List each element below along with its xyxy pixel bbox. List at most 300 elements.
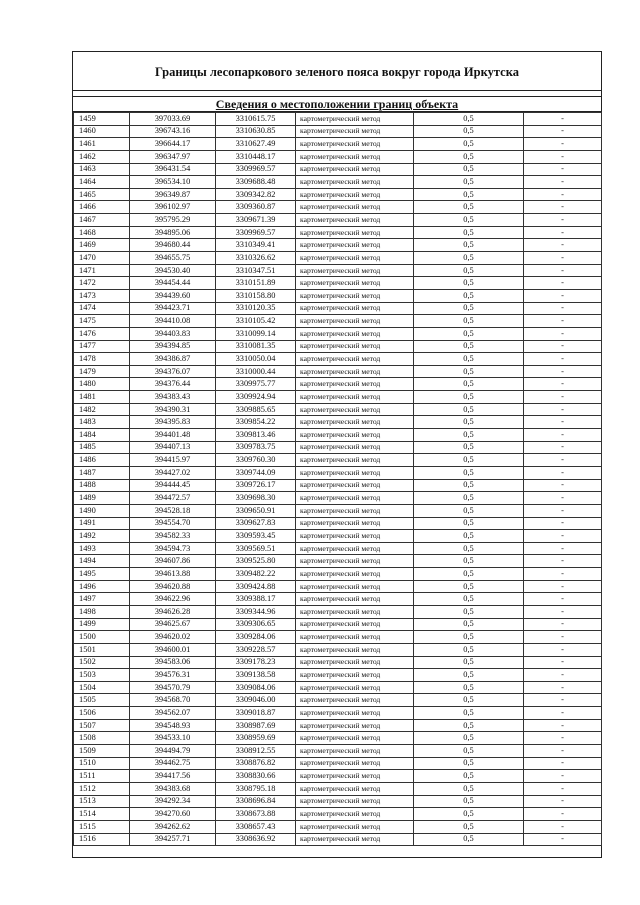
point-number-cell: 1486 [74,454,130,467]
note-cell: - [524,327,602,340]
note-cell: - [524,252,602,265]
x-coordinate-cell: 394622.96 [130,593,216,606]
x-coordinate-cell: 394583.06 [130,656,216,669]
accuracy-cell: 0,5 [414,466,524,479]
table-row [74,214,602,227]
accuracy-cell: 0,5 [414,681,524,694]
point-number-cell: 1511 [74,770,130,783]
method-cell: картометрический метод [296,820,414,833]
table-row [74,138,602,151]
note-cell: - [524,605,602,618]
method-cell: картометрический метод [296,340,414,353]
method-cell: картометрический метод [296,188,414,201]
method-cell: картометрический метод [296,593,414,606]
accuracy-cell: 0,5 [414,808,524,821]
accuracy-cell: 0,5 [414,429,524,442]
method-cell: картометрический метод [296,732,414,745]
x-coordinate-cell: 394376.07 [130,365,216,378]
x-coordinate-cell: 394383.43 [130,391,216,404]
x-coordinate-cell: 394554.70 [130,517,216,530]
note-cell: - [524,277,602,290]
point-number-cell: 1481 [74,391,130,404]
table-row [74,416,602,429]
x-coordinate-cell: 394262.62 [130,820,216,833]
x-coordinate-cell: 397033.69 [130,113,216,126]
point-number-cell: 1489 [74,492,130,505]
point-number-cell: 1504 [74,681,130,694]
y-coordinate-cell: 3310000.44 [216,365,296,378]
y-coordinate-cell: 3310099.14 [216,327,296,340]
note-cell: - [524,454,602,467]
accuracy-cell: 0,5 [414,176,524,189]
note-cell: - [524,315,602,328]
x-coordinate-cell: 394410.08 [130,315,216,328]
table-row [74,605,602,618]
table-row [74,568,602,581]
x-coordinate-cell: 394472.57 [130,492,216,505]
accuracy-cell: 0,5 [414,378,524,391]
method-cell: картометрический метод [296,353,414,366]
point-number-cell: 1496 [74,580,130,593]
table-row [74,681,602,694]
method-cell: картометрический метод [296,378,414,391]
x-coordinate-cell: 394528.18 [130,504,216,517]
accuracy-cell: 0,5 [414,113,524,126]
table-row [74,833,602,846]
table-row [74,327,602,340]
y-coordinate-cell: 3309760.30 [216,454,296,467]
x-coordinate-cell: 396102.97 [130,201,216,214]
x-coordinate-cell: 394570.79 [130,681,216,694]
point-number-cell: 1466 [74,201,130,214]
x-coordinate-cell: 394423.71 [130,302,216,315]
accuracy-cell: 0,5 [414,226,524,239]
table-row [74,719,602,732]
x-coordinate-cell: 394427.02 [130,466,216,479]
method-cell: картометрический метод [296,479,414,492]
method-cell: картометрический метод [296,719,414,732]
x-coordinate-cell: 394376.44 [130,378,216,391]
x-coordinate-cell: 394257.71 [130,833,216,846]
point-number-cell: 1467 [74,214,130,227]
x-coordinate-cell: 394462.75 [130,757,216,770]
point-number-cell: 1479 [74,365,130,378]
note-cell: - [524,517,602,530]
table-row [74,403,602,416]
x-coordinate-cell: 394292.34 [130,795,216,808]
document-title: Границы лесопаркового зеленого пояса вокруг города Иркутска [155,64,519,79]
y-coordinate-cell: 3309969.57 [216,226,296,239]
note-cell: - [524,466,602,479]
method-cell: картометрический метод [296,694,414,707]
y-coordinate-cell: 3310448.17 [216,150,296,163]
point-number-cell: 1512 [74,782,130,795]
table-row [74,820,602,833]
x-coordinate-cell: 394655.75 [130,252,216,265]
accuracy-cell: 0,5 [414,555,524,568]
table-row [74,340,602,353]
y-coordinate-cell: 3308959.69 [216,732,296,745]
x-coordinate-cell: 396534.10 [130,176,216,189]
point-number-cell: 1468 [74,226,130,239]
note-cell: - [524,416,602,429]
table-row [74,542,602,555]
y-coordinate-cell: 3309342.82 [216,188,296,201]
note-cell: - [524,378,602,391]
y-coordinate-cell: 3308876.82 [216,757,296,770]
x-coordinate-cell: 394395.83 [130,416,216,429]
note-cell: - [524,770,602,783]
accuracy-cell: 0,5 [414,454,524,467]
x-coordinate-cell: 394401.48 [130,429,216,442]
point-number-cell: 1494 [74,555,130,568]
point-number-cell: 1459 [74,113,130,126]
accuracy-cell: 0,5 [414,504,524,517]
note-cell: - [524,239,602,252]
point-number-cell: 1502 [74,656,130,669]
y-coordinate-cell: 3310151.89 [216,277,296,290]
accuracy-cell: 0,5 [414,416,524,429]
accuracy-cell: 0,5 [414,745,524,758]
table-row [74,454,602,467]
x-coordinate-cell: 394607.86 [130,555,216,568]
accuracy-cell: 0,5 [414,694,524,707]
method-cell: картометрический метод [296,618,414,631]
accuracy-cell: 0,5 [414,479,524,492]
point-number-cell: 1482 [74,403,130,416]
y-coordinate-cell: 3309482.22 [216,568,296,581]
x-coordinate-cell: 394494.79 [130,745,216,758]
note-cell: - [524,530,602,543]
accuracy-cell: 0,5 [414,138,524,151]
table-row [74,176,602,189]
accuracy-cell: 0,5 [414,353,524,366]
note-cell: - [524,568,602,581]
note-cell: - [524,820,602,833]
method-cell: картометрический метод [296,580,414,593]
y-coordinate-cell: 3309744.09 [216,466,296,479]
note-cell: - [524,391,602,404]
x-coordinate-cell: 396347.97 [130,150,216,163]
point-number-cell: 1462 [74,150,130,163]
accuracy-cell: 0,5 [414,239,524,252]
point-number-cell: 1490 [74,504,130,517]
note-cell: - [524,365,602,378]
table-row [74,441,602,454]
note-cell: - [524,618,602,631]
y-coordinate-cell: 3309344.96 [216,605,296,618]
y-coordinate-cell: 3309424.88 [216,580,296,593]
y-coordinate-cell: 3308657.43 [216,820,296,833]
table-row [74,252,602,265]
point-number-cell: 1508 [74,732,130,745]
y-coordinate-cell: 3310326.62 [216,252,296,265]
table-row [74,277,602,290]
method-cell: картометрический метод [296,226,414,239]
method-cell: картометрический метод [296,214,414,227]
x-coordinate-cell: 394620.02 [130,631,216,644]
note-cell: - [524,214,602,227]
x-coordinate-cell: 394439.60 [130,289,216,302]
method-cell: картометрический метод [296,808,414,821]
note-cell: - [524,643,602,656]
note-cell: - [524,176,602,189]
method-cell: картометрический метод [296,555,414,568]
table-row [74,745,602,758]
point-number-cell: 1491 [74,517,130,530]
table-row [74,757,602,770]
point-number-cell: 1499 [74,618,130,631]
accuracy-cell: 0,5 [414,605,524,618]
point-number-cell: 1461 [74,138,130,151]
note-cell: - [524,340,602,353]
accuracy-cell: 0,5 [414,580,524,593]
note-cell: - [524,201,602,214]
note-cell: - [524,757,602,770]
accuracy-cell: 0,5 [414,542,524,555]
accuracy-cell: 0,5 [414,289,524,302]
point-number-cell: 1474 [74,302,130,315]
point-number-cell: 1507 [74,719,130,732]
x-coordinate-cell: 394533.10 [130,732,216,745]
coordinates-table [73,112,602,846]
accuracy-cell: 0,5 [414,340,524,353]
note-cell: - [524,138,602,151]
method-cell: картометрический метод [296,391,414,404]
table-row [74,782,602,795]
spacer-row [73,90,601,97]
point-number-cell: 1470 [74,252,130,265]
x-coordinate-cell: 394417.56 [130,770,216,783]
point-number-cell: 1503 [74,669,130,682]
accuracy-cell: 0,5 [414,163,524,176]
y-coordinate-cell: 3309688.48 [216,176,296,189]
table-row [74,530,602,543]
table-row [74,264,602,277]
y-coordinate-cell: 3309975.77 [216,378,296,391]
y-coordinate-cell: 3309924.94 [216,391,296,404]
point-number-cell: 1514 [74,808,130,821]
table-row [74,707,602,720]
method-cell: картометрический метод [296,681,414,694]
accuracy-cell: 0,5 [414,365,524,378]
note-cell: - [524,694,602,707]
y-coordinate-cell: 3309783.75 [216,441,296,454]
point-number-cell: 1464 [74,176,130,189]
note-cell: - [524,656,602,669]
accuracy-cell: 0,5 [414,782,524,795]
method-cell: картометрический метод [296,492,414,505]
x-coordinate-cell: 394620.88 [130,580,216,593]
y-coordinate-cell: 3309178.23 [216,656,296,669]
table-row [74,365,602,378]
note-cell: - [524,782,602,795]
y-coordinate-cell: 3309854.22 [216,416,296,429]
point-number-cell: 1465 [74,188,130,201]
accuracy-cell: 0,5 [414,252,524,265]
x-coordinate-cell: 394383.68 [130,782,216,795]
accuracy-cell: 0,5 [414,264,524,277]
method-cell: картометрический метод [296,163,414,176]
accuracy-cell: 0,5 [414,125,524,138]
accuracy-cell: 0,5 [414,707,524,720]
y-coordinate-cell: 3309018.87 [216,707,296,720]
table-row [74,808,602,821]
method-cell: картометрический метод [296,517,414,530]
accuracy-cell: 0,5 [414,201,524,214]
x-coordinate-cell: 394582.33 [130,530,216,543]
x-coordinate-cell: 394895.06 [130,226,216,239]
y-coordinate-cell: 3309046.00 [216,694,296,707]
note-cell: - [524,188,602,201]
method-cell: картометрический метод [296,429,414,442]
accuracy-cell: 0,5 [414,391,524,404]
note-cell: - [524,113,602,126]
y-coordinate-cell: 3309306.65 [216,618,296,631]
table-row [74,479,602,492]
y-coordinate-cell: 3309698.30 [216,492,296,505]
method-cell: картометрический метод [296,782,414,795]
x-coordinate-cell: 394568.70 [130,694,216,707]
note-cell: - [524,631,602,644]
y-coordinate-cell: 3310627.49 [216,138,296,151]
y-coordinate-cell: 3308636.92 [216,833,296,846]
subtitle-box [73,97,601,112]
x-coordinate-cell: 394386.87 [130,353,216,366]
note-cell: - [524,163,602,176]
accuracy-cell: 0,5 [414,517,524,530]
method-cell: картометрический метод [296,125,414,138]
point-number-cell: 1477 [74,340,130,353]
point-number-cell: 1493 [74,542,130,555]
y-coordinate-cell: 3310050.04 [216,353,296,366]
x-coordinate-cell: 394403.83 [130,327,216,340]
y-coordinate-cell: 3309525.80 [216,555,296,568]
accuracy-cell: 0,5 [414,441,524,454]
y-coordinate-cell: 3309138.58 [216,669,296,682]
table-row [74,315,602,328]
method-cell: картометрический метод [296,643,414,656]
point-number-cell: 1484 [74,429,130,442]
title-box [73,52,601,91]
accuracy-cell: 0,5 [414,593,524,606]
method-cell: картометрический метод [296,138,414,151]
method-cell: картометрический метод [296,252,414,265]
y-coordinate-cell: 3308830.66 [216,770,296,783]
x-coordinate-cell: 394270.60 [130,808,216,821]
point-number-cell: 1460 [74,125,130,138]
point-number-cell: 1495 [74,568,130,581]
accuracy-cell: 0,5 [414,631,524,644]
y-coordinate-cell: 3308795.18 [216,782,296,795]
x-coordinate-cell: 394390.31 [130,403,216,416]
table-row [74,618,602,631]
method-cell: картометрический метод [296,631,414,644]
x-coordinate-cell: 396431.54 [130,163,216,176]
accuracy-cell: 0,5 [414,403,524,416]
accuracy-cell: 0,5 [414,770,524,783]
x-coordinate-cell: 394626.28 [130,605,216,618]
y-coordinate-cell: 3309726.17 [216,479,296,492]
y-coordinate-cell: 3310349.41 [216,239,296,252]
note-cell: - [524,732,602,745]
point-number-cell: 1510 [74,757,130,770]
table-row [74,302,602,315]
point-number-cell: 1497 [74,593,130,606]
table-row [74,201,602,214]
accuracy-cell: 0,5 [414,732,524,745]
point-number-cell: 1478 [74,353,130,366]
note-cell: - [524,479,602,492]
point-number-cell: 1501 [74,643,130,656]
method-cell: картометрический метод [296,416,414,429]
point-number-cell: 1516 [74,833,130,846]
x-coordinate-cell: 394444.45 [130,479,216,492]
table-row [74,694,602,707]
x-coordinate-cell: 395795.29 [130,214,216,227]
method-cell: картометрический метод [296,770,414,783]
table-row [74,125,602,138]
method-cell: картометрический метод [296,264,414,277]
table-row [74,504,602,517]
accuracy-cell: 0,5 [414,795,524,808]
y-coordinate-cell: 3309593.45 [216,530,296,543]
point-number-cell: 1476 [74,327,130,340]
point-number-cell: 1483 [74,416,130,429]
method-cell: картометрический метод [296,176,414,189]
method-cell: картометрический метод [296,542,414,555]
method-cell: картометрический метод [296,239,414,252]
note-cell: - [524,492,602,505]
x-coordinate-cell: 394625.67 [130,618,216,631]
table-row [74,795,602,808]
point-number-cell: 1485 [74,441,130,454]
note-cell: - [524,681,602,694]
accuracy-cell: 0,5 [414,833,524,846]
method-cell: картометрический метод [296,150,414,163]
point-number-cell: 1492 [74,530,130,543]
table-row [74,492,602,505]
method-cell: картометрический метод [296,833,414,846]
method-cell: картометрический метод [296,605,414,618]
note-cell: - [524,542,602,555]
method-cell: картометрический метод [296,568,414,581]
note-cell: - [524,226,602,239]
note-cell: - [524,403,602,416]
x-coordinate-cell: 394454.44 [130,277,216,290]
accuracy-cell: 0,5 [414,492,524,505]
point-number-cell: 1469 [74,239,130,252]
point-number-cell: 1515 [74,820,130,833]
table-row [74,150,602,163]
x-coordinate-cell: 394407.13 [130,441,216,454]
y-coordinate-cell: 3308987.69 [216,719,296,732]
y-coordinate-cell: 3308912.55 [216,745,296,758]
table-row [74,593,602,606]
table-row [74,289,602,302]
note-cell: - [524,555,602,568]
note-cell: - [524,808,602,821]
accuracy-cell: 0,5 [414,669,524,682]
y-coordinate-cell: 3309969.57 [216,163,296,176]
accuracy-cell: 0,5 [414,302,524,315]
point-number-cell: 1473 [74,289,130,302]
y-coordinate-cell: 3309084.06 [216,681,296,694]
method-cell: картометрический метод [296,454,414,467]
table-row [74,188,602,201]
note-cell: - [524,125,602,138]
method-cell: картометрический метод [296,745,414,758]
